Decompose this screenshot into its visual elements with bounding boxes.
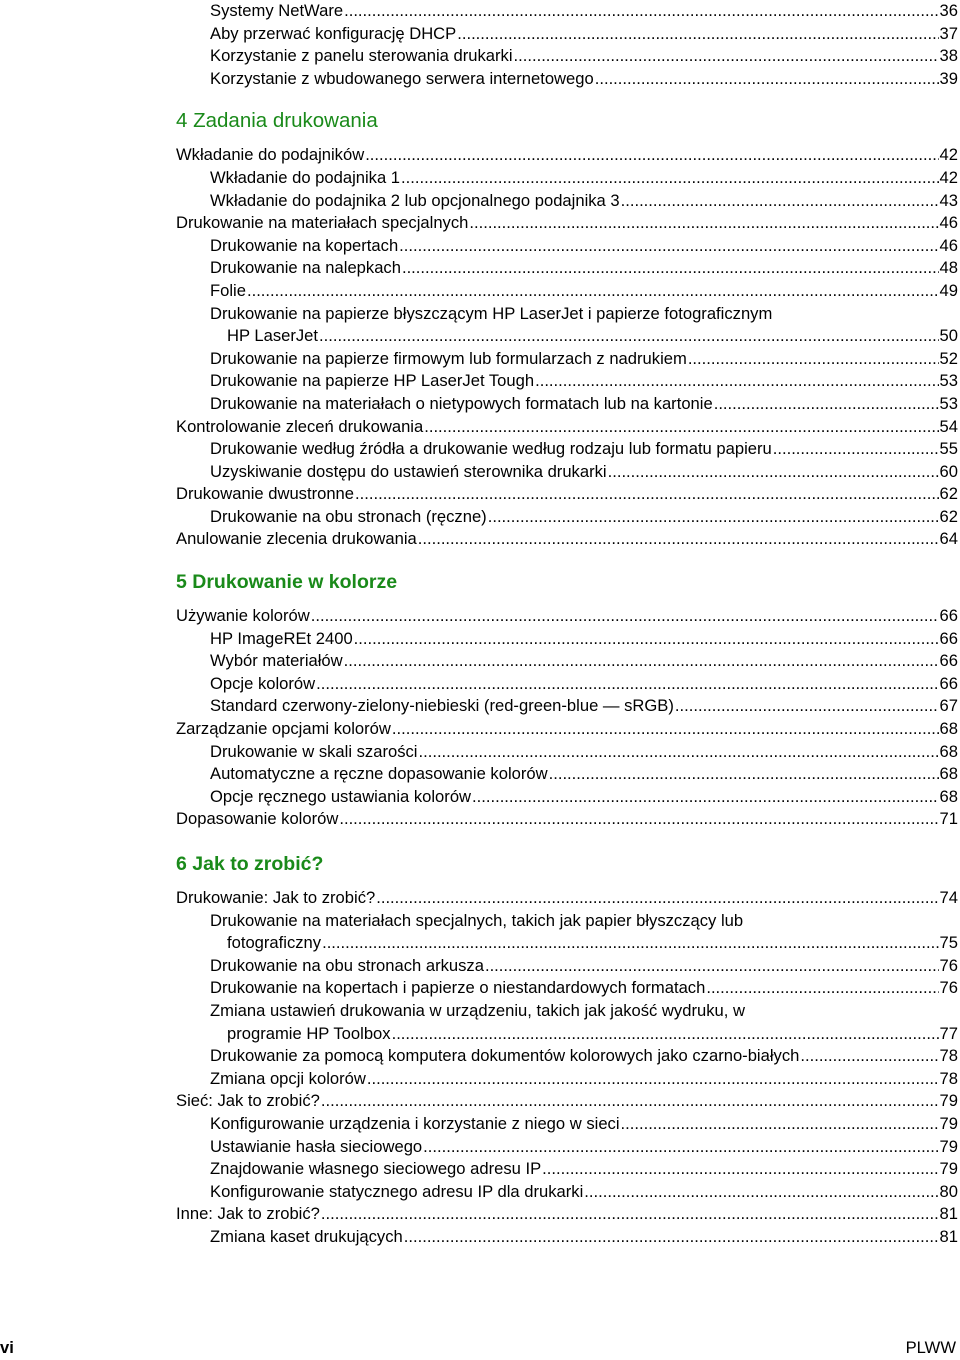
toc-entry-page: 66 (939, 673, 958, 693)
toc-entry-page: 68 (939, 741, 958, 761)
dot-leader (608, 461, 939, 484)
toc-entry-page: 42 (939, 167, 958, 187)
toc-entry-page: 52 (939, 348, 958, 368)
dot-leader (354, 628, 939, 651)
toc-entry-page: 62 (939, 506, 958, 526)
toc-entry-title: Dopasowanie kolorów (176, 809, 339, 829)
toc-entry-title: Wkładanie do podajnika 1 (210, 167, 401, 187)
toc-entry-page: 38 (939, 46, 958, 66)
toc-entry-page: 66 (939, 606, 958, 626)
toc-entry[interactable] (176, 348, 958, 371)
toc-entry[interactable] (176, 438, 958, 461)
toc-entry[interactable] (176, 1226, 958, 1249)
toc-entry-page: 46 (939, 235, 958, 255)
dot-leader (344, 0, 938, 23)
dot-leader (392, 718, 939, 741)
dot-leader (706, 977, 938, 1000)
toc-entry-page: 66 (939, 651, 958, 671)
dot-leader (339, 808, 938, 831)
toc-entry-page: 79 (939, 1113, 958, 1133)
dot-leader (311, 605, 939, 628)
table-of-contents (176, 0, 958, 1249)
dot-leader (402, 257, 939, 280)
toc-entry-page: 55 (939, 439, 958, 459)
toc-entry-title: Opcje ręcznego ustawiania kolorów (210, 786, 472, 806)
toc-entry-title-continued: HP LaserJet (227, 326, 319, 346)
toc-entry[interactable] (176, 763, 958, 786)
toc-entry[interactable] (176, 808, 958, 831)
dot-leader (621, 1113, 939, 1136)
toc-entry-title: Korzystanie z panelu sterowania drukarki (210, 46, 513, 66)
dot-leader (344, 650, 939, 673)
toc-entry-page: 78 (939, 1046, 958, 1066)
toc-entry[interactable] (176, 483, 958, 506)
toc-entry-title: Drukowanie na materiałach o nietypowych formatach lub na kartonie (210, 393, 713, 413)
toc-entry-page: 78 (939, 1068, 958, 1088)
toc-entry-title: Opcje kolorów (210, 673, 316, 693)
toc-entry-title: Korzystanie z wbudowanego serwera internetowego (210, 68, 594, 88)
toc-entry[interactable] (176, 461, 958, 484)
toc-entry-title: Drukowanie na papierze HP LaserJet Tough (210, 371, 535, 391)
toc-entry-page: 76 (939, 955, 958, 975)
toc-entry-page: 71 (939, 809, 958, 829)
toc-entry-title-continued: programie HP Toolbox (227, 1023, 391, 1043)
toc-entry-page: 62 (939, 484, 958, 504)
toc-entry[interactable] (176, 786, 958, 809)
dot-leader (584, 1181, 938, 1204)
toc-entry-title: Standard czerwony-zielony-niebieski (red-green-blue — sRGB) (210, 696, 674, 716)
chapter-5-heading: 5 Drukowanie w kolorze (176, 571, 398, 594)
toc-entry-title: Wkładanie do podajników (176, 145, 365, 165)
dot-leader (401, 167, 938, 190)
toc-entry-title: Znajdowanie własnego sieciowego adresu IP (210, 1159, 542, 1179)
toc-entry-title: Wybór materiałów (210, 651, 343, 671)
toc-entry-page: 67 (939, 696, 958, 716)
toc-entry-title: Drukowanie za pomocą komputera dokumentów kolorowych jako czarno-białych (210, 1046, 800, 1066)
dot-leader (321, 1203, 939, 1226)
toc-entry[interactable] (176, 741, 958, 764)
toc-entry-page: 42 (939, 145, 958, 165)
dot-leader (321, 1090, 939, 1113)
toc-entry-title: Drukowanie na nalepkach (210, 258, 401, 278)
toc-entry-title: Używanie kolorów (176, 606, 310, 626)
toc-entry-title: Konfigurowanie urządzenia i korzystanie z niego w sieci (210, 1113, 620, 1133)
toc-entry-page: 53 (939, 393, 958, 413)
toc-entry-page: 43 (939, 190, 958, 210)
toc-entry[interactable] (176, 144, 958, 167)
toc-entry-page: 48 (939, 258, 958, 278)
dot-leader (514, 45, 939, 68)
toc-entry-title-continued: fotograficzny (227, 933, 322, 953)
toc-entry[interactable] (176, 235, 958, 258)
toc-entry-title: Drukowanie na kopertach (210, 235, 399, 255)
chapter-4-heading: 4 Zadania drukowania (176, 109, 378, 133)
dot-leader (714, 393, 939, 416)
toc-entry-title: Zmiana kaset drukujących (210, 1226, 403, 1246)
dot-leader (322, 932, 938, 955)
dot-leader (621, 190, 939, 213)
toc-entry-continuation (210, 325, 958, 348)
toc-entry-title: Wkładanie do podajnika 2 lub opcjonalnego podajnika 3 (210, 190, 620, 210)
toc-entry-title: Anulowanie zlecenia drukowania (176, 529, 417, 549)
toc-entry-title: Uzyskiwanie dostępu do ustawień sterownika drukarki (210, 461, 607, 481)
toc-entry[interactable] (176, 416, 958, 439)
toc-entry[interactable] (176, 167, 958, 190)
toc-entry-title: Aby przerwać konfigurację DHCP (210, 23, 457, 43)
toc-entry-title: Ustawianie hasła sieciowego (210, 1136, 423, 1156)
dot-leader (542, 1158, 938, 1181)
toc-entry-title: Zmiana ustawień drukowania w urządzeniu, takich jak jakość wydruku, w (210, 1000, 745, 1020)
toc-entry[interactable] (176, 393, 958, 416)
toc-entry[interactable] (176, 1090, 958, 1113)
toc-entry[interactable] (176, 1045, 958, 1068)
dot-leader (472, 786, 939, 809)
dot-leader (355, 483, 939, 506)
toc-entry-title: Drukowanie w skali szarości (210, 741, 418, 761)
toc-entry-title: Drukowanie na papierze firmowym lub formularzach z nadrukiem (210, 348, 687, 368)
toc-entry[interactable] (176, 605, 958, 628)
chapter-6-heading: 6 Jak to zrobić? (176, 853, 324, 875)
dot-leader (688, 348, 939, 371)
toc-entry-title: Drukowanie na kopertach i papierze o niestandardowych formatach (210, 978, 706, 998)
toc-entry-page: 74 (939, 888, 958, 907)
toc-entry-page: 81 (939, 1204, 958, 1224)
toc-entry-title: Folie (210, 280, 246, 300)
toc-entry-page: 68 (939, 764, 958, 784)
dot-leader (376, 887, 938, 910)
toc-entry-page: 77 (939, 1023, 958, 1043)
dot-leader (247, 280, 939, 303)
dot-leader (418, 528, 939, 551)
toc-entry-title: Drukowanie dwustronne (176, 484, 355, 504)
toc-entry[interactable] (176, 628, 958, 651)
toc-entry-title: Zmiana opcji kolorów (210, 1068, 366, 1088)
toc-entry-page: 39 (939, 68, 958, 88)
toc-entry[interactable] (176, 303, 958, 348)
toc-entry-page: 50 (939, 326, 958, 346)
toc-entry-title: Konfigurowanie statycznego adresu IP dla drukarki (210, 1181, 584, 1201)
toc-entry[interactable] (176, 1158, 958, 1181)
dot-leader (675, 695, 939, 718)
toc-entry[interactable] (176, 1113, 958, 1136)
toc-entry[interactable] (176, 280, 958, 303)
dot-leader (316, 673, 938, 696)
toc-entry[interactable] (176, 887, 958, 910)
toc-entry[interactable] (176, 0, 958, 23)
dot-leader (535, 370, 938, 393)
dot-leader (404, 1226, 939, 1249)
locale-code-footer: PLWW (905, 1338, 956, 1357)
toc-entry-title: Systemy NetWare (210, 1, 344, 20)
dot-leader (488, 506, 939, 529)
dot-leader (423, 1136, 938, 1159)
toc-entry[interactable] (176, 977, 958, 1000)
toc-entry-title: Inne: Jak to zrobić? (176, 1204, 320, 1224)
dot-leader (773, 438, 939, 461)
toc-section-chapter-6 (176, 887, 958, 1249)
toc-entry-title: HP ImageREt 2400 (210, 628, 353, 648)
dot-leader (367, 1068, 939, 1091)
toc-entry-page: 81 (939, 1226, 958, 1246)
toc-entry[interactable] (176, 212, 958, 235)
toc-entry-page: 64 (939, 529, 958, 549)
dot-leader (469, 212, 938, 235)
toc-entry-page: 75 (939, 933, 958, 953)
toc-entry-continuation (210, 932, 958, 955)
dot-leader (595, 68, 939, 91)
dot-leader (319, 325, 939, 348)
toc-entry[interactable] (176, 673, 958, 696)
toc-entry-page: 53 (939, 371, 958, 391)
toc-entry-page: 37 (939, 23, 958, 43)
toc-entry[interactable] (176, 910, 958, 955)
toc-entry-page: 54 (939, 416, 958, 436)
toc-entry-page: 46 (939, 213, 958, 233)
toc-entry[interactable] (176, 1181, 958, 1204)
toc-section-top (176, 0, 958, 90)
toc-entry-page: 66 (939, 628, 958, 648)
dot-leader (800, 1045, 938, 1068)
toc-entry[interactable] (176, 190, 958, 213)
toc-entry[interactable] (176, 695, 958, 718)
toc-entry-page: 49 (939, 280, 958, 300)
toc-entry-title: Zarządzanie opcjami kolorów (176, 719, 391, 739)
toc-entry-title: Drukowanie na papierze błyszczącym HP LaserJet i papierze fotograficznym (210, 303, 773, 323)
dot-leader (485, 955, 939, 978)
toc-entry[interactable] (176, 23, 958, 46)
dot-leader (392, 1023, 939, 1046)
toc-entry-page: 36 (939, 1, 958, 20)
toc-entry-page: 60 (939, 461, 958, 481)
toc-entry[interactable] (176, 1136, 958, 1159)
dot-leader (549, 763, 939, 786)
toc-entry[interactable] (176, 955, 958, 978)
toc-entry-page: 76 (939, 978, 958, 998)
toc-entry-title: Drukowanie: Jak to zrobić? (176, 888, 376, 907)
toc-entry-page: 79 (939, 1136, 958, 1156)
toc-entry-title: Drukowanie na obu stronach (ręczne) (210, 506, 487, 526)
toc-entry[interactable] (176, 257, 958, 280)
toc-entry[interactable] (176, 718, 958, 741)
toc-entry-title: Kontrolowanie zleceń drukowania (176, 416, 424, 436)
toc-entry-continuation (210, 1023, 958, 1046)
toc-section-chapter-4 (176, 144, 958, 551)
toc-entry[interactable] (176, 45, 958, 68)
dot-leader (419, 741, 939, 764)
toc-entry-title: Automatyczne a ręczne dopasowanie kolorów (210, 764, 548, 784)
toc-entry[interactable] (176, 1000, 958, 1045)
toc-entry-title: Sieć: Jak to zrobić? (176, 1091, 320, 1111)
toc-entry[interactable] (176, 650, 958, 673)
toc-entry-title: Drukowanie na materiałach specjalnych, takich jak papier błyszczący lub (210, 910, 744, 930)
toc-entry-title: Drukowanie według źródła a drukowanie według rodzaju lub formatu papieru (210, 439, 772, 459)
dot-leader (424, 416, 938, 439)
toc-entry[interactable] (176, 506, 958, 529)
dot-leader (365, 144, 938, 167)
toc-entry-page: 68 (939, 786, 958, 806)
toc-entry-title: Drukowanie na materiałach specjalnych (176, 213, 469, 233)
toc-entry-page: 68 (939, 719, 958, 739)
page-number-footer: vi (0, 1338, 14, 1357)
toc-entry-page: 79 (939, 1159, 958, 1179)
toc-entry[interactable] (176, 528, 958, 551)
toc-section-chapter-5 (176, 605, 958, 831)
toc-entry[interactable] (176, 1068, 958, 1091)
toc-entry-page: 80 (939, 1181, 958, 1201)
toc-entry-page: 79 (939, 1091, 958, 1111)
toc-entry-title: Drukowanie na obu stronach arkusza (210, 955, 484, 975)
dot-leader (399, 235, 938, 258)
toc-entry[interactable] (176, 68, 958, 91)
toc-entry[interactable] (176, 1203, 958, 1226)
dot-leader (457, 23, 938, 46)
toc-entry[interactable] (176, 370, 958, 393)
